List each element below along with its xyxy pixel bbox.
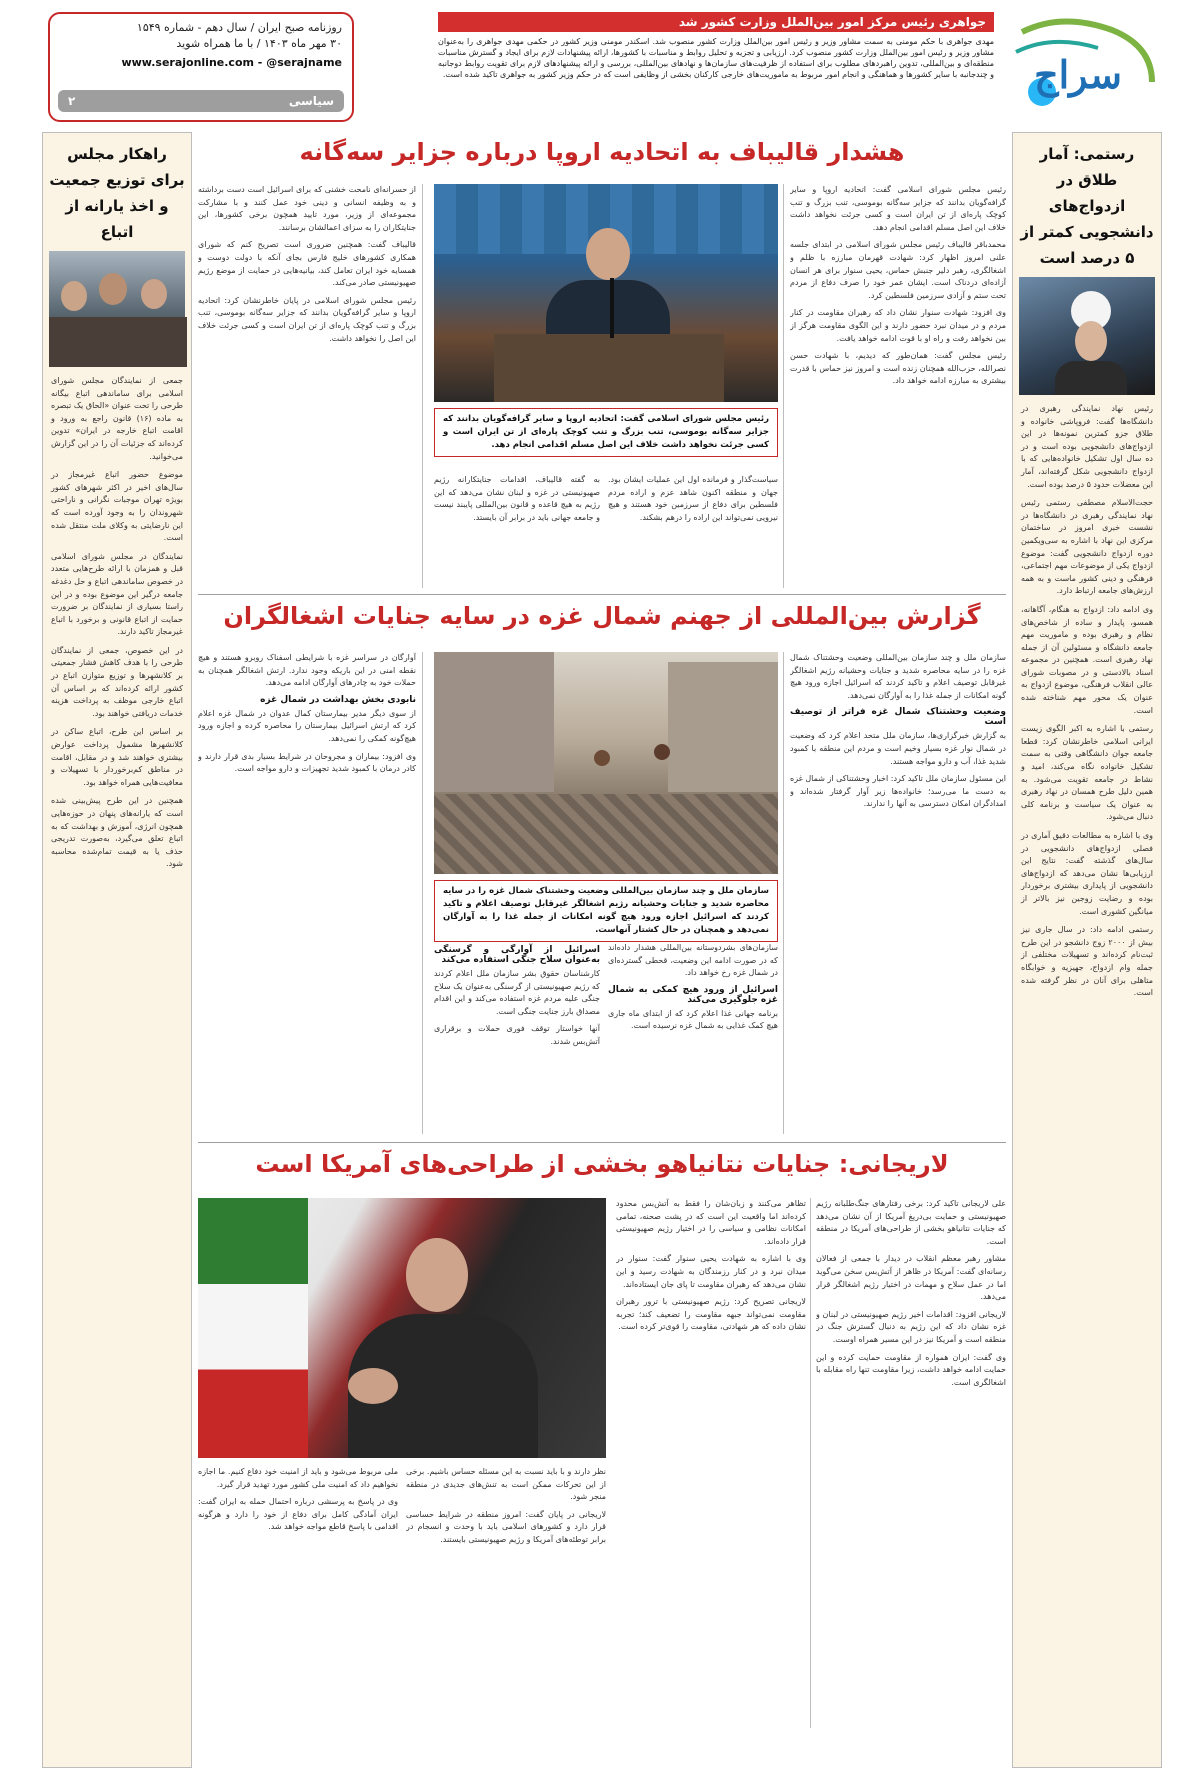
- article2-column-mid-left: [434, 942, 600, 1134]
- article3-column-4: [198, 1466, 398, 1728]
- column-divider: [422, 652, 423, 1134]
- paragraph: لاریجانی افزود: اقدامات اخیر رژیم صهیونیستی در لبنان و غزه نشان داد که این رژیم به دنبال گسترش جنگ در منطقه است و آمریکا نیز در این مسیر همراه اوست.: [816, 1309, 1006, 1344]
- paragraph: سازمان‌های بشردوستانه بین‌المللی هشدار داده‌اند که در صورت ادامه این وضعیت، قحطی گسترده‌ای در شمال غزه رخ خواهد داد.: [608, 943, 778, 978]
- paragraph: نظر دارند و با باید نسبت به این مسئله حساس باشیم. برخی از این تحرکات ممکن است به تنش‌های جدیدی در منطقه منجر شود.: [406, 1467, 606, 1502]
- article2-column-left: [198, 652, 416, 1134]
- ruined-building-shape: [668, 662, 778, 792]
- paragraph: علی لاریجانی تاکید کرد: برخی رفتارهای جنگ‌طلبانه رژیم صهیونیستی و حمایت بی‌دریغ آمریکا از آن نشان می‌دهد که جنایات نتانیاهو بخشی از طراحی‌های آمریکا در منطقه است.: [816, 1199, 1006, 1246]
- divider: [198, 594, 1006, 595]
- article2-photo-caption: سازمان ملل و چند سازمان بین‌المللی وضعیت وحشتناک شمال غزه را در سایه محاصره شدید و جنایات وحشیانه رژیم اشغالگر غیرقابل توصیف اعلام و تاکید کردند که اسرائیل اجازه ورود هیچ گونه امکانات از جمله غذا را به آوارگان نمی‌دهد و همچنان در حال کشتار آنهاست.: [434, 880, 778, 942]
- flag-shape: [198, 1198, 308, 1458]
- subheading: نابودی بخش بهداشت در شمال غزه: [260, 694, 416, 705]
- issue-line: روزنامه صبح ایران / سال دهم - شماره ۱۵۴۹: [136, 21, 342, 34]
- person-shape: [594, 750, 610, 766]
- paragraph: این مسئول سازمان ملل تاکید کرد: اخبار وحشتناکی از شمال غزه به دست ما می‌رسد؛ خانواده‌ها زیر آوار گرفتار شده‌اند و امدادگران امکان دسترسی به آنها را ندارند.: [790, 774, 1006, 809]
- subheading: وضعیت وحشتناک شمال غزه فراتر از توصیف است: [790, 707, 1006, 728]
- desk-shape: [494, 334, 724, 402]
- subheading: اسرائیل از ورود هیچ کمکی به شمال غزه جلوگیری می‌کند: [608, 984, 778, 1005]
- paragraph: رستمی ادامه داد: در سال جاری نیز بیش از ۲۰۰۰ زوج دانشجو در این طرح ثبت‌نام کرده‌اند و تسهیلات مختلفی از جمله وام ازدواج، جهیزیه و خوابگاه متاهلی برای آنان در نظر گرفته شده است.: [1021, 925, 1154, 998]
- crowd-shape: [49, 317, 187, 367]
- paragraph: از حسرانه‌ای نامحت خشنی که برای اسرائیل است دست برداشته و به وظیفه انسانی و دینی خود عمل کنند و با مشارکت مجموعه‌ای از وزیر، مورد تایید همچون برخی کشورها، این جنایتکاران را به سزای اعمالشان برسانند.: [198, 185, 416, 232]
- robe-shape: [1055, 361, 1127, 395]
- paragraph: سازمان ملل و چند سازمان بین‌المللی وضعیت وحشتناک شمال غزه را در سایه محاصره شدید و جنایات وحشیانه رژیم اشغالگر غیرقابل توصیف اعلام و تاکید کردند که اسرائیل اجازه ورود هیچ گونه امکانات از جمله غذا را به آوارگان نمی‌دهد.: [790, 653, 1006, 700]
- top-news-body: مهدی جواهری با حکم مومنی به سمت مشاور وزیر و رئیس امور بین‌الملل وزارت کشور منصوب شد. اسکندر مومنی وزیر کشور در حکمی مهدی جواهری را به‌عنوان مشاور وزیر و رئیس امور بین‌الملل وزارت کشور منصوب کرد. ارزیابی و تجزیه و تحلیل روابط و مناسبات با کشورها، ارائه پیشنهادات لازم برای ایجاد و گسترش مناسبات منطقه‌ای و بین‌المللی، تدوین راهبردهای مطلوب برای استفاده از ظرفیت‌های سازمان‌ها و نهادهای بین‌المللی، بررسی و ارائه پیشنهادهای لازم برای تقویت روابط دوجانبه و چندجانبه با سایر کشورها و هماهنگی و انجام امور مربوط به ماموریت‌های خارجی کارکنان بخشی از وظایفی است که در حکم وزیر کشور به جواهری تاکید شده است.: [438, 37, 994, 79]
- paragraph: رئیس مجلس شورای اسلامی گفت: اتحادیه اروپا و سایر گرافه‌گویان بدانند که جزایر سه‌گانه بوموسی، تنب بزرگ و تنب کوچک پاره‌ای از تن ایران است و کسی جرئت نخواهد داشت خلاف این اصل مسلم اقدامی انجام دهد.: [790, 185, 1006, 232]
- article1-column-mid-left: [434, 474, 600, 588]
- paragraph: نمایندگان در مجلس شورای اسلامی قبل و همزمان با ارائه طرح‌هایی متعدد در خصوص ساماندهی اتباع و حل دغدغه جامعه درگیر این موضوع بوده و در این راستا بسیاری از نمایندگان بر ضرورت حمایت از اتباع قانونی و برخورد با اتباع غیرمجاز تاکید دارند.: [51, 551, 183, 637]
- debris-shape: [434, 794, 778, 874]
- article1-column-mid-right: [608, 474, 778, 588]
- right-sidebar-article: [1012, 132, 1162, 1768]
- paragraph: تظاهر می‌کنند و زبان‌شان را فقط به آتش‌بس محدود کرده‌اند اما واقعیت این است که در پشت صحنه، تمامی امکانات نظامی و سیاسی را در اختیار رژیم صهیونیستی قرار داده‌اند.: [616, 1199, 806, 1246]
- logo-text: سراج: [1034, 52, 1122, 97]
- paragraph: آنها خواستار توقف فوری حملات و برقراری آتش‌بس شدند.: [434, 1024, 600, 1046]
- section-name: سیاسی: [288, 94, 334, 108]
- article3-column-3: [406, 1466, 606, 1728]
- article2-photo-rubble: [434, 652, 778, 874]
- paragraph: موضوع حضور اتباع غیرمجاز در سال‌های اخیر در اکثر شهرهای کشور بویژه تهران موجبات نگرانی و ناراحتی شهروندان را به وجود آورده است که این نارضایتی به وکلای ملت منتقل شده است.: [51, 470, 183, 543]
- subheading: اسرائیل از آوارگی و گرسنگی به‌عنوان سلاح جنگی استفاده می‌کند: [434, 945, 600, 965]
- paragraph: مشاور رهبر معظم انقلاب در دیدار با جمعی از فعالان رسانه‌ای گفت: آمریکا در ظاهر از آتش‌بس سخن می‌گوید اما در عمل سلاح و مهمات در اختیار رژیم اشغالگر قرار می‌دهد.: [816, 1254, 1006, 1302]
- date-line: ۳۰ مهر ماه ۱۴۰۳ / با ما همراه شوید: [176, 37, 342, 50]
- article3-headline[interactable]: لاریجانی: جنایات نتانیاهو بخشی از طراحی‌های آمریکا است: [255, 1150, 949, 1178]
- paragraph: برنامه جهانی غذا اعلام کرد که از ابتدای ماه جاری هیچ کمک غذایی به شمال غزه نرسیده است.: [608, 1008, 778, 1031]
- top-news-title[interactable]: جواهری رئیس مرکز امور بین‌الملل وزارت کشور شد: [438, 12, 994, 32]
- masthead: [42, 8, 1162, 126]
- article3-column-2: [616, 1198, 806, 1728]
- article3-column-1: [816, 1198, 1006, 1728]
- paragraph: وی افزود: بیماران و مجروحان در شرایط بسیار بدی قرار دارند و کادر درمان با کمبود شدید تجهیزات و دارو مواجه است.: [198, 751, 416, 774]
- left-sidebar-photo: [49, 251, 185, 367]
- paragraph: وی گفت: ایران همواره از مقاومت حمایت کرده و این حمایت ادامه خواهد داشت، زیرا مقاومت تنها راه مقابله با اشغالگری است.: [816, 1352, 1006, 1387]
- face-shape: [1075, 321, 1107, 361]
- article1-column-right: [790, 184, 1006, 588]
- hand-shape: [348, 1368, 398, 1404]
- paragraph: رئیس مجلس گفت: همان‌طور که دیدیم، با شهادت حسن نصرالله، حزب‌الله همچنان زنده است و امروز نیز حماس با قدرت بیشتری به مبارزه ادامه خواهد داد.: [790, 351, 1006, 386]
- main-content: [198, 132, 1006, 1768]
- article1-column-left: [198, 184, 416, 588]
- right-sidebar-title[interactable]: رستمی: آمار طلاق در ازدواج‌های دانشجویی کمتر از ۵ درصد است: [1020, 145, 1154, 267]
- person-shape: [61, 281, 87, 311]
- paragraph: در این خصوص، جمعی از نمایندگان طرحی را با هدف کاهش فشار جمعیتی بر کلانشهرها و توزیع متوازن اتباع در کشور ارائه کرده‌اند که بر اساس آن اتباع خارجی موظف به پرداخت هزینه خدمات دریافتی خواهند بود.: [51, 645, 183, 718]
- paragraph: از سوی دیگر مدیر بیمارستان کمال عدوان در شمال غزه اعلام کرد که ارتش اسرائیل بیمارستان را محاصره کرده و اجازه ورود هیچ‌گونه کمکی را نمی‌دهد.: [198, 708, 416, 743]
- paragraph: کارشناسان حقوق بشر سازمان ملل اعلام کردند که رژیم صهیونیستی از گرسنگی به‌عنوان یک سلاح جنگی علیه مردم غزه استفاده می‌کند و این اقدام مصداق بارز جنایت جنگی است.: [434, 969, 600, 1016]
- paragraph: ملی مربوط می‌شود و باید از امنیت خود دفاع کنیم. ما اجازه نخواهیم داد که امنیت ملی کشور مورد تهدید قرار گیرد.: [198, 1467, 398, 1489]
- paragraph: حجت‌الاسلام مصطفی رستمی رئیس نهاد نمایندگی رهبری در دانشگاه‌ها در نشست خبری امروز در ساختمان مرکزی این نهاد با اشاره به سی‌ویکمین دوره ازدواج دانشجویی گفت: موضوع ازدواج یکی از موضوعات مهم اجتماعی، فرهنگی و دینی کشور ماست و به همه ارزش‌های جامعه ارتباط دارد.: [1021, 498, 1153, 596]
- divider: [198, 1142, 1006, 1143]
- paragraph: وی در پاسخ به پرسشی درباره احتمال حمله به ایران گفت: ایران آمادگی کامل برای دفاع از خود را دارد و هرگونه اقدامی با پاسخ قاطع مواجه خواهد شد.: [198, 1497, 398, 1532]
- article1-headline[interactable]: هشدار قالیباف به اتحادیه اروپا درباره جزایر سه‌گانه: [299, 138, 905, 166]
- page-number: ۲: [68, 94, 76, 108]
- paragraph: محمدباقر قالیباف رئیس مجلس شورای اسلامی در ابتدای جلسه علنی امروز اظهار کرد: شهادت قهرمان مبارزه با ظلم و اشغالگری، رهبر دلیر جنبش حماس، یحیی سنوار برای هر انسان آزاده‌ای دردناک است. ایشان عمر خود را صرف دفاع از مردم تحت ستم و آزادی سرزمین فلسطین کرد.: [790, 240, 1006, 300]
- newspaper-logo[interactable]: [1002, 12, 1162, 120]
- article1-photo-caption: رئیس مجلس شورای اسلامی گفت: اتحادیه اروپا و سایر گرافه‌گویان بدانند که جزایر سه‌گانه بوموسی، تنب بزرگ و تنب کوچک پاره‌ای از تن ایران است و کسی جرئت نخواهد داشت خلاف این اصل مسلم اقدامی انجام دهد.: [434, 408, 778, 457]
- paragraph: آوارگان در سراسر غزه با شرایطی اسفناک روبرو هستند و هیچ نقطه امنی در این باریکه وجود ندارد. ارتش اشغالگر همچنان به حملات خود به چادرهای آوارگان ادامه می‌دهد.: [198, 653, 416, 688]
- article2-column-right: [790, 652, 1006, 1134]
- paragraph: وی ادامه داد: ازدواج به هنگام، آگاهانه، همسو، پایدار و ساده از شاخص‌های نظام و رهبری بوده و ماموریت مهم جامعه دانشگاه و مسئولین آن از جمله نهاد رهبری است. همچنین در مجموعه اسناد بالادستی و در مصوبات شورای عالی انقلاب فرهنگی، موضوع ازدواج به عنوان یک محور مهم شناخته شده است.: [1021, 604, 1153, 715]
- left-sidebar-article: [42, 132, 192, 1768]
- column-divider: [422, 184, 423, 588]
- paragraph: وی افزود: شهادت سنوار نشان داد که رهبران مقاومت در کنار مردم و در میدان نبرد حضور دارند و این الگوی مقاومت هرگز از بین نخواهد رفت و راه او با قوت ادامه خواهد یافت.: [790, 308, 1006, 343]
- paragraph: رئیس نهاد نمایندگی رهبری در دانشگاه‌ها گفت: فروپاشی خانواده و طلاق جزو کمترین نمونه‌ها در این ازدواج‌های دانشجویی بوده است و در ده سال اول تشکیل خانواده‌هایی که با ازدواج دانشجویی شکل گرفته‌اند، آمار این معضلات حدود ۵ درصد بوده است.: [1021, 404, 1153, 489]
- person-shape: [141, 279, 167, 309]
- face-shape: [586, 228, 630, 280]
- left-sidebar-text: [43, 367, 191, 885]
- column-divider: [783, 652, 784, 1134]
- paragraph: قالیباف گفت: همچنین ضروری است تصریح کنم که شورای همکاری کشورهای خلیج فارس بجای آنکه با دولت دوست و همسایه خود ایران تعامل کند، بیانیه‌هایی در حمایت از موضع رژیم صهیونیستی صادر می‌کند.: [198, 240, 416, 288]
- column-divider: [783, 184, 784, 588]
- newspaper-page: [42, 8, 1162, 1768]
- paragraph: بر اساس این طرح، اتباع ساکن در کلانشهرها مشمول پرداخت عوارض بیشتری خواهند شد و در مقابل، اقامت در مناطق کم‌برخوردار با تسهیلات و معافیت‌هایی همراه خواهد بود.: [51, 727, 183, 787]
- paragraph: وی با اشاره به مطالعات دقیق آماری در فصلی ازدواج‌های دانشجویی در سال‌های گذشته گفت: نتایج این ارزیابی‌ها نشان می‌دهد که ازدواج‌های دانشجویی از پایداری بیشتری برخوردار بوده و رضایت زوجین نیز بالاتر از میانگین کشوری است.: [1021, 831, 1153, 916]
- website-link[interactable]: www.serajonline.com - @serajname: [121, 56, 342, 69]
- microphone-shape: [610, 278, 614, 338]
- ruined-building-shape: [434, 652, 554, 792]
- section-bar: [58, 90, 344, 112]
- article2-column-mid-right: [608, 942, 778, 1134]
- paragraph: جمعی از نمایندگان مجلس شورای اسلامی برای ساماندهی اتباع بیگانه طرحی را تحت عنوان «الحاق یک تبصره به ماده (۱۶) قانون راجع به ورود و اقامت اتباع خارجه در ایران» تدوین کرده‌اند که جزئیات آن را در این گزارش می‌خوانید.: [51, 376, 184, 461]
- paragraph: همچنین در این طرح پیش‌بینی شده است که یارانه‌های پنهان در حوزه‌هایی همچون انرژی، آموزش و بهداشت که به اتباع تعلق می‌گیرد، به‌صورت تدریجی حذف یا به قیمت تمام‌شده محاسبه شود.: [51, 796, 183, 869]
- right-sidebar-text: [1013, 395, 1161, 1014]
- article2-headline[interactable]: گزارش بین‌المللی از جهنم شمال غزه در سایه جنایات اشغالگران: [223, 602, 981, 630]
- paragraph: به گزارش خبرگزاری‌ها، سازمان ملل متحد اعلام کرد که وضعیت در شمال نوار غزه بسیار وخیم است و مردم این منطقه با کمبود شدید غذا، آب و دارو مواجه هستند.: [790, 731, 1006, 766]
- person-shape: [99, 273, 127, 305]
- face-shape: [406, 1238, 468, 1312]
- article3-photo-larijani: [198, 1198, 606, 1458]
- column-divider: [810, 1198, 811, 1728]
- paragraph: لاریجانی در پایان گفت: امروز منطقه در شرایط حساسی قرار دارد و کشورهای اسلامی باید با وحدت و انسجام در برابر توطئه‌های آمریکا و رژیم صهیونیستی بایستند.: [406, 1509, 606, 1544]
- paragraph: لاریجانی تصریح کرد: رژیم صهیونیستی با ترور رهبران مقاومت نمی‌تواند جبهه مقاومت را تضعیف کند؛ تجربه نشان داده که هر شهادتی، مقاومت را قوی‌تر کرده است.: [616, 1297, 806, 1332]
- right-sidebar-photo: [1019, 277, 1155, 395]
- article1-photo-speaker: [434, 184, 778, 402]
- paragraph: رئیس مجلس شورای اسلامی در پایان خاطرنشان کرد: اتحادیه اروپا و سایر گرافه‌گویان بدانند که جزایر سه‌گانه بوموسی، تنب بزرگ و تنب کوچک پاره‌ای از تن ایران است و کسی جرئت خلاف این اصل را نخواهد داشت.: [198, 295, 416, 343]
- top-news-box: [438, 12, 994, 120]
- paragraph: رستمی با اشاره به اکبر الگوی زیست ایرانی اسلامی خاطرنشان کرد: قطعا جامعه جوان دانشگاهی وقتی به سمت تشکیل خانواده نگاه می‌کند، امید و نشاط در جامعه تقویت می‌شود. به همین دلیل طرح همسان در نهاد رهبری به عنوان یک سیاست و برنامه کلی دنبال می‌شود.: [1021, 724, 1153, 822]
- issue-info-box: [48, 12, 354, 122]
- paragraph: به گفته قالیباف، اقدامات جنایتکارانه رژیم صهیونیستی در غزه و لبنان نشان می‌دهد که این رژیم به هیچ قاعده و قانون بین‌المللی پایبند نیست و جامعه جهانی باید در برابر آن بایستد.: [434, 475, 600, 522]
- paragraph: وی با اشاره به شهادت یحیی سنوار گفت: سنوار در میدان نبرد و در کنار رزمندگان به شهادت رسید و این نشان می‌دهد که رهبران مقاومت تا پای جان ایستاده‌اند.: [616, 1254, 806, 1289]
- person-shape: [654, 744, 670, 760]
- paragraph: سیاست‌گذار و فرمانده اول این عملیات ایشان بود. جهان و منطقه اکنون شاهد عزم و اراده مردم فلسطین برای دفاع از سرزمین خود هستند و هیچ نیرویی نمی‌تواند این اراده را درهم بشکند.: [608, 475, 778, 522]
- left-sidebar-title[interactable]: راهکار مجلس برای توزیع جمعیت و اخذ یارانه از اتباع: [49, 145, 185, 241]
